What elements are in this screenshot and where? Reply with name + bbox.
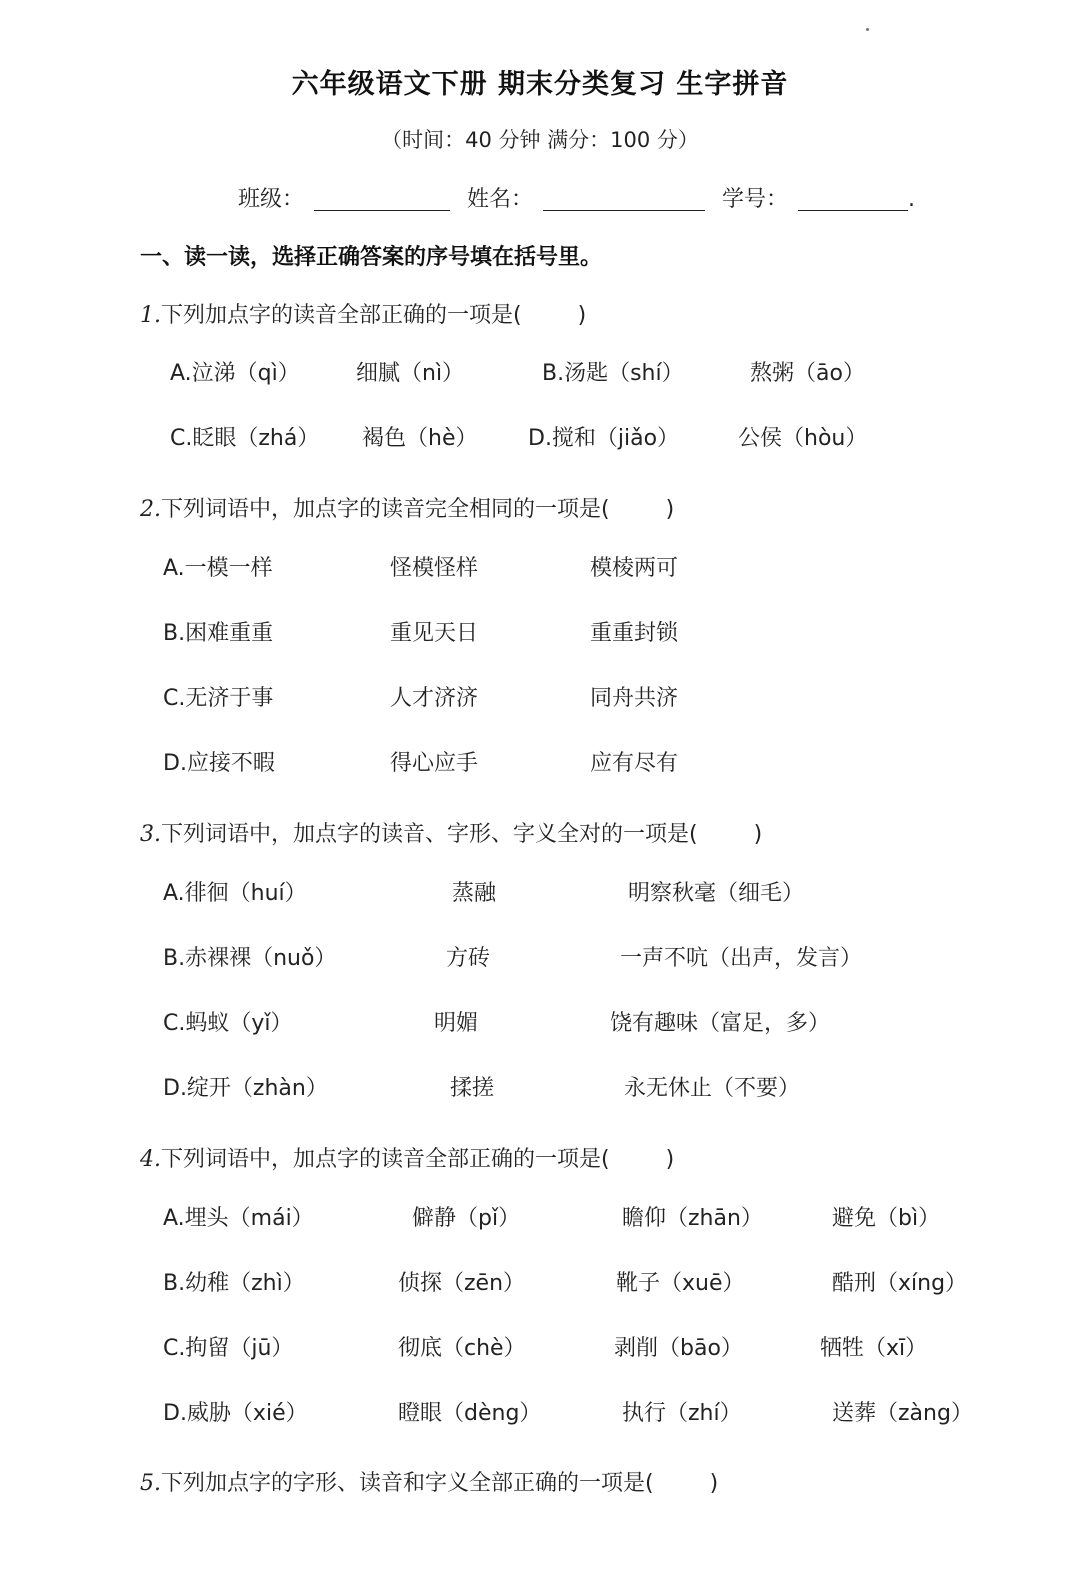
- class-label: 班级：: [238, 187, 305, 212]
- options-row: [0, 356, 1080, 396]
- question-1: [140, 298, 586, 329]
- section-heading: 一、读一读，选择正确答案的序号填在括号里。: [140, 245, 603, 270]
- option: 蒸融: [452, 881, 497, 906]
- options-row: [0, 681, 1080, 721]
- option: 人才济济: [390, 686, 479, 711]
- scan-speck: [866, 28, 869, 31]
- page-title: 六年级语文下册 期末分类复习 生字拼音: [291, 69, 789, 100]
- question-number: 3.: [140, 822, 161, 847]
- option: A.泣涕（qì）: [170, 361, 300, 386]
- question-number: 2.: [140, 497, 161, 522]
- option: 同舟共济: [590, 686, 679, 711]
- question-5: [140, 1466, 718, 1497]
- option: D.搅和（jiǎo）: [528, 426, 680, 451]
- option: 方砖: [446, 946, 491, 971]
- options-row: [0, 1396, 1080, 1436]
- option: B.幼稚（zhì）: [163, 1271, 305, 1296]
- options-row: [0, 876, 1080, 916]
- option: 牺牲（xī）: [820, 1336, 928, 1361]
- option: B.汤匙（shí）: [542, 361, 684, 386]
- question-text: 下列加点字的读音全部正确的一项是(: [161, 303, 522, 328]
- options-row: [0, 1201, 1080, 1241]
- option: A.埋头（mái）: [163, 1206, 314, 1231]
- option: 避免（bì）: [832, 1206, 941, 1231]
- option: 彻底（chè）: [398, 1336, 526, 1361]
- option: B.赤裸裸（nuǒ）: [163, 946, 337, 971]
- options-row: [0, 1071, 1080, 1111]
- question-number: 1.: [140, 303, 161, 328]
- option: 剥削（bāo）: [614, 1336, 743, 1361]
- option: A.徘徊（huí）: [163, 881, 307, 906]
- id-label: 学号：: [722, 187, 789, 212]
- option: 褐色（hè）: [362, 426, 478, 451]
- question-2: [140, 492, 674, 523]
- option: 怪模怪样: [390, 556, 479, 581]
- option: C.眨眼（zhá）: [170, 426, 320, 451]
- option: 应有尽有: [590, 751, 679, 776]
- close-paren: ): [665, 497, 675, 522]
- option: 永无休止（不要）: [624, 1076, 801, 1101]
- option: 明察秋毫（细毛）: [628, 881, 805, 906]
- option: 饶有趣味（富足，多）: [610, 1011, 831, 1036]
- option: 僻静（pǐ）: [412, 1206, 521, 1231]
- option: A.一模一样: [163, 556, 273, 581]
- option: C.蚂蚁（yǐ）: [163, 1011, 293, 1036]
- close-paren: ): [665, 1147, 675, 1172]
- question-3: [140, 817, 762, 848]
- option: 细腻（nì）: [356, 361, 465, 386]
- question-number: 4.: [140, 1147, 161, 1172]
- option: 得心应手: [390, 751, 479, 776]
- close-paren: ): [753, 822, 763, 847]
- question-number: 5.: [140, 1471, 161, 1496]
- close-paren: ): [577, 303, 587, 328]
- option: 模棱两可: [590, 556, 679, 581]
- options-row: [0, 1006, 1080, 1046]
- option: 熬粥（āo）: [750, 361, 865, 386]
- info-end: .: [908, 187, 916, 212]
- option: D.绽开（zhàn）: [163, 1076, 328, 1101]
- student-info-row: [238, 182, 915, 213]
- option: 送葬（zàng）: [832, 1401, 973, 1426]
- option: 揉搓: [450, 1076, 495, 1101]
- option: 执行（zhí）: [622, 1401, 742, 1426]
- options-row: [0, 746, 1080, 786]
- options-row: [0, 1331, 1080, 1371]
- option: 明媚: [434, 1011, 479, 1036]
- option: 重见天日: [390, 621, 479, 646]
- option: B.困难重重: [163, 621, 274, 646]
- question-4: [140, 1142, 674, 1173]
- option: 靴子（xuē）: [616, 1271, 745, 1296]
- options-row: [0, 551, 1080, 591]
- option: C.无济于事: [163, 686, 274, 711]
- option: 公侯（hòu）: [738, 426, 868, 451]
- exam-meta: （时间：40 分钟 满分：100 分）: [381, 128, 699, 152]
- options-row: [0, 421, 1080, 461]
- options-row: [0, 1266, 1080, 1306]
- close-paren: ): [709, 1471, 719, 1496]
- option: 酷刑（xíng）: [832, 1271, 968, 1296]
- question-text: 下列词语中，加点字的读音全部正确的一项是(: [161, 1147, 610, 1172]
- option: 重重封锁: [590, 621, 679, 646]
- option: 瞪眼（dèng）: [398, 1401, 542, 1426]
- option: 瞻仰（zhān）: [622, 1206, 763, 1231]
- id-blank[interactable]: [798, 184, 908, 211]
- question-text: 下列词语中，加点字的读音完全相同的一项是(: [161, 497, 610, 522]
- class-blank[interactable]: [314, 184, 450, 211]
- option: D.应接不暇: [163, 751, 275, 776]
- option: 侦探（zēn）: [398, 1271, 526, 1296]
- option: 一声不吭（出声，发言）: [620, 946, 863, 971]
- name-blank[interactable]: [543, 184, 705, 211]
- name-label: 姓名：: [467, 187, 534, 212]
- options-row: [0, 941, 1080, 981]
- option: D.威胁（xié）: [163, 1401, 308, 1426]
- question-text: 下列词语中，加点字的读音、字形、字义全对的一项是(: [161, 822, 698, 847]
- options-row: [0, 616, 1080, 656]
- question-text: 下列加点字的字形、读音和字义全部正确的一项是(: [161, 1471, 654, 1496]
- option: C.拘留（jū）: [163, 1336, 294, 1361]
